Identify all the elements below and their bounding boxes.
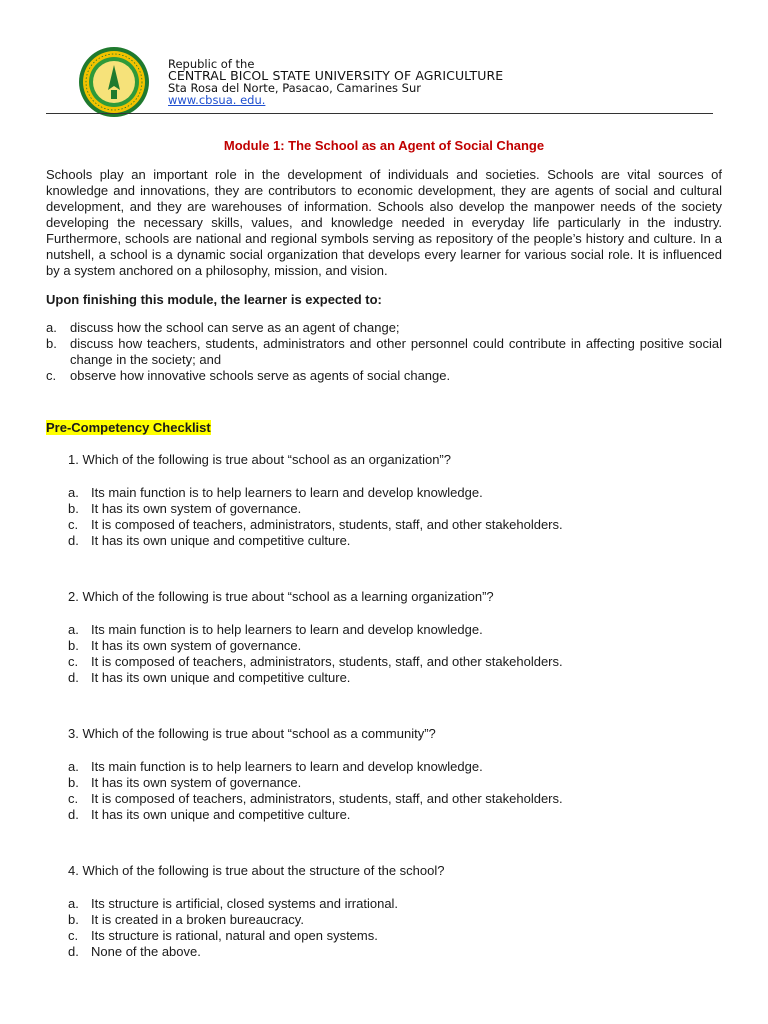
- question-text: 3. Which of the following is true about “school as a community”?: [68, 726, 436, 741]
- address-line: Sta Rosa del Norte, Pasacao, Camarines Sur: [168, 81, 421, 95]
- answer-choices: [68, 622, 722, 686]
- module-title: Module 1: The School as an Agent of Social Change: [223, 138, 545, 153]
- question-block: [46, 452, 722, 549]
- pre-competency-checklist: [46, 420, 722, 960]
- question-text: 2. Which of the following is true about “school as a learning organization”?: [68, 589, 494, 604]
- choice-item: c. It is composed of teachers, administrators, students, staff, and other stakeholders.: [68, 517, 563, 532]
- document-header: [0, 0, 768, 120]
- checklist-heading: Pre-Competency Checklist: [46, 420, 211, 435]
- objectives-heading: Upon finishing this module, the learner is expected to:: [46, 292, 382, 307]
- choice-item: b. It is created in a broken bureaucracy.: [68, 912, 304, 927]
- choice-item: a. Its main function is to help learners to learn and develop knowledge.: [68, 759, 483, 774]
- choice-item: c. It is composed of teachers, administrators, students, staff, and other stakeholders.: [68, 654, 563, 669]
- answer-choices: [68, 485, 722, 549]
- objective-item: b. discuss how teachers, students, administrators and other personnel could contribute in affecting positive social change in the society; and: [46, 336, 722, 367]
- choice-item: c. Its structure is rational, natural and open systems.: [68, 928, 378, 943]
- question-text: 4. Which of the following is true about the structure of the school?: [68, 863, 445, 878]
- choice-item: a. Its main function is to help learners to learn and develop knowledge.: [68, 485, 483, 500]
- objective-item: a. discuss how the school can serve as an agent of change;: [46, 320, 400, 335]
- choice-item: c. It is composed of teachers, administrators, students, staff, and other stakeholders.: [68, 791, 563, 806]
- answer-choices: [68, 896, 722, 960]
- choice-item: d. It has its own unique and competitive culture.: [68, 670, 351, 685]
- module-content: [46, 138, 722, 1000]
- choice-item: b. It has its own system of governance.: [68, 501, 302, 516]
- header-divider: [46, 113, 713, 114]
- question-block: [46, 863, 722, 960]
- university-seal-logo: [78, 46, 150, 118]
- university-name: CENTRAL BICOL STATE UNIVERSITY OF AGRICULTURE: [168, 68, 504, 83]
- intro-paragraph: Schools play an important role in the development of individuals and societies. Schools are vital sources of knowledge and innovations, they are contributors to economic development, they are agents of social and cultural development, and they are warehouses of information. Schools also develop the manpower needs of the society developing the necessary skills, values, and knowledge needed in everyday life particularly in the industry. Furthermore, schools are national and regional symbols serving as repository of the people’s history and culture. In a nutshell, a school is a dynamic social organization that develops every learner for various social role. It is influenced by a system anchored on a philosophy, mission, and vision.: [46, 167, 722, 278]
- answer-choices: [68, 759, 722, 823]
- choice-item: a. Its structure is artificial, closed systems and irrational.: [68, 896, 399, 911]
- choice-item: d. None of the above.: [68, 944, 201, 959]
- question-block: [46, 589, 722, 686]
- objectives-list: [46, 320, 722, 384]
- choice-item: b. It has its own system of governance.: [68, 775, 302, 790]
- objective-item: c. observe how innovative schools serve as agents of social change.: [46, 368, 451, 383]
- website-link[interactable]: www.cbsua. edu.: [168, 93, 266, 107]
- republic-line: Republic of the: [168, 57, 255, 71]
- choice-item: d. It has its own unique and competitive culture.: [68, 807, 351, 822]
- choice-item: a. Its main function is to help learners to learn and develop knowledge.: [68, 622, 483, 637]
- question-text: 1. Which of the following is true about “school as an organization”?: [68, 452, 451, 467]
- choice-item: b. It has its own system of governance.: [68, 638, 302, 653]
- question-block: [46, 726, 722, 823]
- choice-item: d. It has its own unique and competitive culture.: [68, 533, 351, 548]
- header-text-block: [168, 58, 503, 106]
